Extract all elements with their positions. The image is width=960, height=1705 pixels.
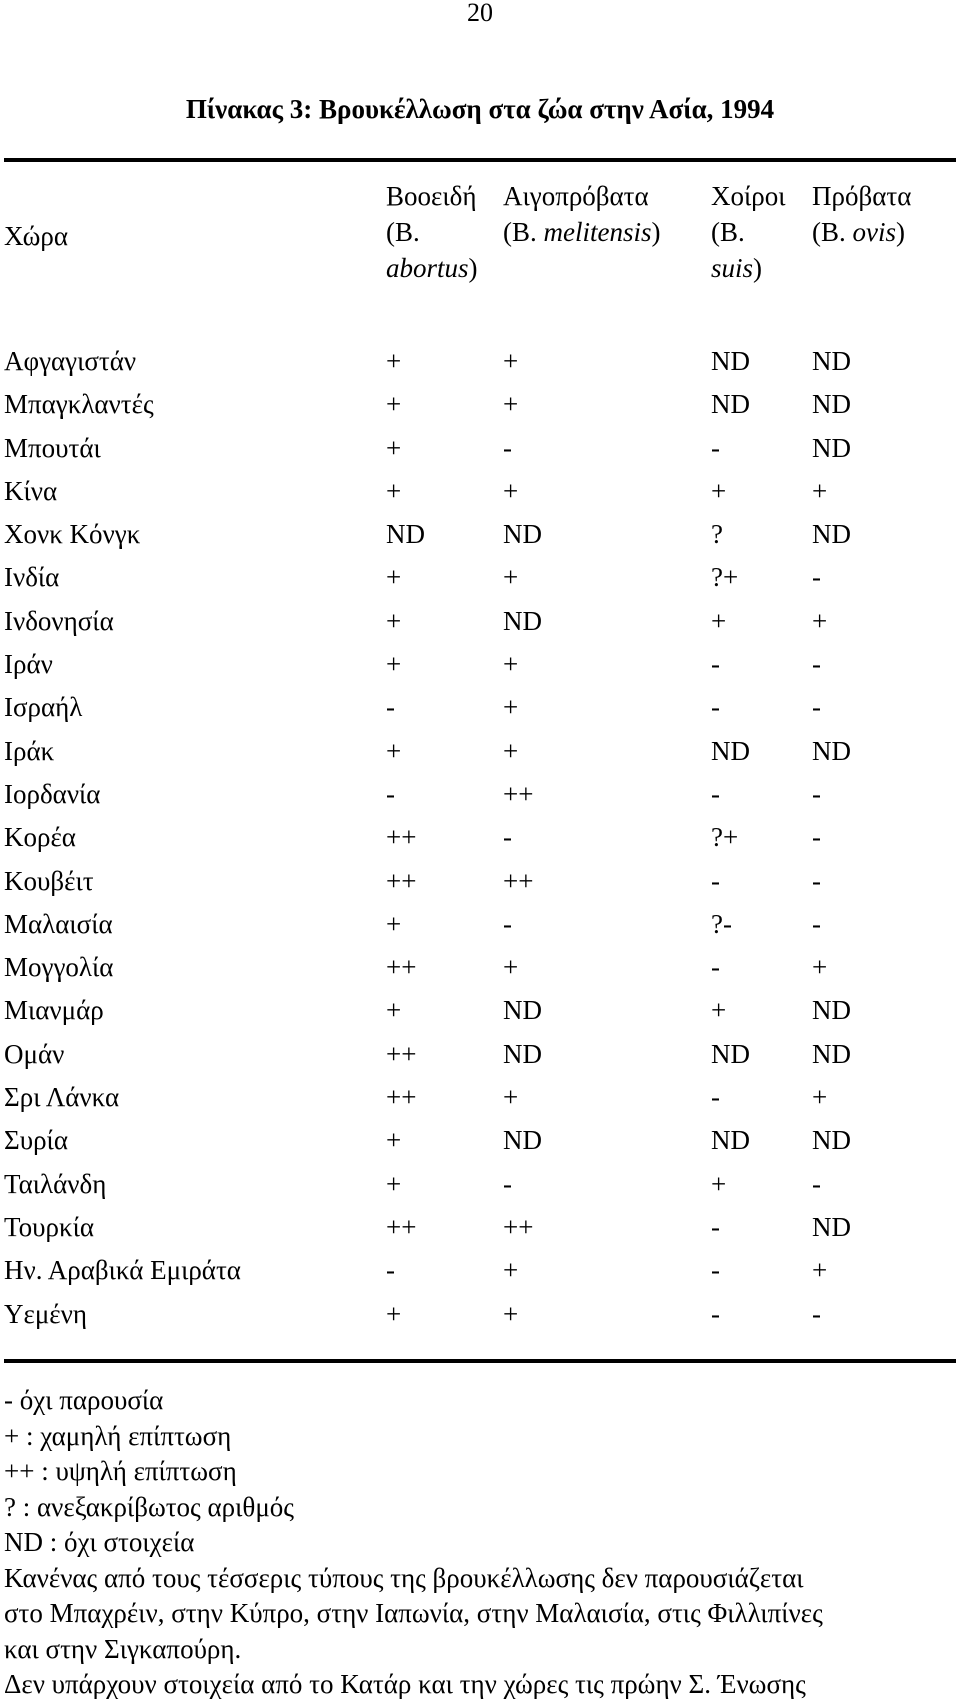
cell-sheep: - (812, 649, 821, 680)
cell-cattle: ++ (386, 1211, 417, 1242)
header-sheep-species-italic: ovis (852, 217, 896, 247)
header-goats-sheep-close: ) (651, 217, 661, 247)
table-row (0, 643, 960, 686)
cell-goats-sheep: + (503, 475, 519, 506)
cell-country: Σρι Λάνκα (4, 1082, 120, 1113)
cell-cattle: + (386, 735, 402, 766)
cell-pigs: ND (711, 389, 750, 420)
table-row (0, 903, 960, 946)
cell-sheep: - (812, 1298, 821, 1329)
cell-pigs: - (711, 865, 720, 896)
cell-sheep: - (812, 778, 821, 809)
header-goats-sheep-species (503, 214, 661, 250)
header-pigs-genus: (B. (711, 217, 745, 247)
cell-goats-sheep: + (503, 952, 519, 983)
cell-sheep: ND (812, 1125, 851, 1156)
cell-cattle: + (386, 908, 402, 939)
cell-pigs: - (711, 692, 720, 723)
cell-country: Τουρκία (4, 1211, 94, 1242)
cell-goats-sheep: + (503, 735, 519, 766)
cell-sheep: + (812, 475, 828, 506)
cell-goats-sheep: + (503, 389, 519, 420)
cell-country: Μογγολία (4, 952, 114, 983)
note-line: ND : όχι στοιχεία (4, 1527, 195, 1557)
table-row (0, 946, 960, 989)
cell-goats-sheep: - (503, 1168, 512, 1199)
cell-country: Συρία (4, 1125, 68, 1156)
cell-pigs: - (711, 649, 720, 680)
table-row (0, 686, 960, 729)
header-pigs (711, 178, 786, 286)
cell-goats-sheep: - (503, 822, 512, 853)
cell-pigs: ? (711, 519, 723, 550)
cell-pigs: ?- (711, 908, 732, 939)
header-sheep-close: ) (896, 217, 905, 247)
cell-pigs: + (711, 1168, 727, 1199)
cell-pigs: - (711, 1298, 720, 1329)
table-header (0, 178, 960, 298)
cell-country: Ην. Αραβικά Εμιράτα (4, 1255, 241, 1286)
header-country (4, 218, 68, 254)
cell-pigs: ND (711, 1038, 750, 1069)
cell-goats-sheep: ++ (503, 778, 534, 809)
cell-sheep: + (812, 1082, 828, 1113)
cell-goats-sheep: ++ (503, 1211, 534, 1242)
cell-goats-sheep: ND (503, 1125, 542, 1156)
cell-goats-sheep: + (503, 649, 519, 680)
header-cattle (386, 178, 478, 286)
note-line: και στην Σιγκαπούρη. (4, 1633, 242, 1664)
cell-goats-sheep: ++ (503, 865, 534, 896)
cell-country: Μπουτάι (4, 432, 101, 463)
cell-pigs: + (711, 475, 727, 506)
header-country-label: Χώρα (4, 221, 69, 251)
cell-country: Ιράκ (4, 735, 55, 766)
cell-cattle: ND (386, 519, 425, 550)
cell-cattle: - (386, 1255, 395, 1286)
note-line: + : χαμηλή επίπτωση (4, 1420, 232, 1451)
cell-sheep: + (812, 952, 828, 983)
cell-pigs: ND (711, 1125, 750, 1156)
cell-goats-sheep: + (503, 346, 519, 376)
table-row (0, 1163, 960, 1206)
table-row (0, 1293, 960, 1336)
cell-pigs: + (711, 605, 727, 636)
header-sheep-genus: (B. (812, 217, 853, 247)
cell-cattle: + (386, 389, 402, 420)
table-row (0, 1206, 960, 1249)
cell-country: Κίνα (4, 475, 58, 506)
cell-cattle: ++ (386, 952, 417, 983)
header-pigs-name: Χοίροι (711, 181, 786, 211)
cell-sheep: ND (812, 1211, 851, 1242)
cell-goats-sheep: + (503, 562, 519, 593)
cell-country: Υεμένη (4, 1298, 87, 1329)
cell-pigs: + (711, 995, 727, 1026)
cell-cattle: ++ (386, 1038, 417, 1069)
cell-sheep: ND (812, 995, 851, 1026)
note-line: Δεν υπάρχουν στοιχεία από το Κατάρ και την χώρες τις πρώην Σ. Ένωσης (4, 1669, 806, 1699)
cell-cattle: ++ (386, 1082, 417, 1113)
cell-cattle: + (386, 562, 402, 593)
table-row (0, 340, 960, 383)
header-goats-sheep-name: Αιγοπρόβατα (503, 181, 649, 211)
cell-goats-sheep: + (503, 692, 519, 723)
header-cattle-name: Βοοειδή (386, 181, 477, 211)
cell-cattle: ++ (386, 822, 417, 853)
cell-sheep: ND (812, 389, 851, 420)
cell-country: Κορέα (4, 822, 76, 853)
table-row (0, 1119, 960, 1162)
cell-goats-sheep: ND (503, 519, 542, 550)
cell-pigs: ND (711, 735, 750, 766)
table-row (0, 730, 960, 773)
cell-pigs: - (711, 1211, 720, 1242)
note-line: Κανένας από τους τέσσερις τύπους της βρουκέλλωσης δεν παρουσιάζεται (4, 1562, 804, 1593)
cell-cattle: + (386, 649, 402, 680)
table-top-rule (4, 158, 956, 162)
header-pigs-species-italic: suis (711, 253, 754, 283)
table-row (0, 1249, 960, 1292)
note-line: - όχι παρουσία (4, 1385, 164, 1415)
table-row (0, 556, 960, 599)
cell-country: Ταιλάνδη (4, 1168, 107, 1199)
cell-country: Ιράν (4, 649, 53, 680)
table-row (0, 773, 960, 816)
table-row (0, 470, 960, 513)
cell-goats-sheep: ND (503, 995, 542, 1026)
cell-cattle: + (386, 475, 402, 506)
cell-cattle: + (386, 1125, 402, 1156)
header-sheep-species (812, 214, 911, 250)
header-cattle-species-italic: abortus (386, 253, 469, 283)
header-goats-sheep-genus: (B. (503, 217, 544, 247)
cell-sheep: ND (812, 1038, 851, 1069)
cell-sheep: - (812, 865, 821, 896)
cell-sheep: ND (812, 346, 851, 376)
cell-sheep: - (812, 562, 821, 593)
cell-cattle: - (386, 778, 395, 809)
note-line: ? : ανεξακρίβωτος αριθμός (4, 1491, 294, 1522)
cell-country: Μιανμάρ (4, 995, 104, 1026)
cell-goats-sheep: ND (503, 605, 542, 636)
cell-cattle: + (386, 1168, 402, 1199)
cell-goats-sheep: - (503, 908, 512, 939)
header-pigs-species (711, 250, 786, 286)
table-row (0, 1076, 960, 1119)
cell-country: Ισραήλ (4, 692, 83, 723)
table-row (0, 1033, 960, 1076)
note-line: ++ : υψηλή επίπτωση (4, 1456, 237, 1486)
cell-goats-sheep: ND (503, 1038, 542, 1069)
cell-pigs: ND (711, 346, 750, 376)
cell-sheep: + (812, 1255, 828, 1286)
table-row (0, 816, 960, 859)
header-cattle-species (386, 250, 478, 286)
cell-country: Ιορδανία (4, 778, 101, 809)
table-row (0, 427, 960, 470)
table-body (0, 340, 960, 1336)
header-cattle-species-close: ) (468, 253, 478, 283)
cell-cattle: + (386, 346, 402, 376)
header-sheep (812, 178, 911, 250)
table-bottom-rule (4, 1359, 956, 1363)
cell-sheep: + (812, 605, 828, 636)
header-cattle-genus: (B. (386, 217, 420, 247)
cell-cattle: - (386, 692, 395, 723)
cell-sheep: - (812, 908, 821, 939)
header-sheep-name: Πρόβατα (812, 181, 912, 211)
table-row (0, 513, 960, 556)
cell-pigs: - (711, 1082, 720, 1113)
header-pigs-close: ) (753, 253, 763, 283)
cell-country: Κουβέιτ (4, 865, 94, 896)
cell-sheep: ND (812, 519, 851, 550)
cell-country: Μπαγκλαντές (4, 389, 154, 420)
cell-sheep: - (812, 692, 821, 723)
cell-sheep: - (812, 1168, 821, 1199)
table-row (0, 860, 960, 903)
cell-cattle: ++ (386, 865, 417, 896)
cell-goats-sheep: + (503, 1298, 519, 1329)
cell-cattle: + (386, 605, 402, 636)
header-goats-sheep (503, 178, 661, 250)
cell-country: Χονκ Κόνγκ (4, 519, 141, 550)
table-row (0, 989, 960, 1032)
table-row (0, 600, 960, 643)
cell-sheep: ND (812, 735, 851, 766)
cell-country: Ινδονησία (4, 605, 114, 636)
cell-country: Μαλαισία (4, 908, 113, 939)
cell-cattle: + (386, 995, 402, 1026)
note-line: στο Μπαχρέιν, στην Κύπρο, στην Ιαπωνία, στην Μαλαισία, στις Φιλλιπίνες (4, 1598, 823, 1628)
table-row (0, 383, 960, 426)
cell-sheep: - (812, 822, 821, 853)
cell-country: Αφγαγιστάν (4, 346, 137, 376)
cell-goats-sheep: + (503, 1082, 519, 1113)
page-number: 20 (467, 0, 493, 27)
cell-goats-sheep: + (503, 1255, 519, 1286)
cell-goats-sheep: - (503, 432, 512, 463)
cell-pigs: - (711, 778, 720, 809)
cell-cattle: + (386, 432, 402, 463)
header-goats-sheep-species-italic: melitensis (543, 217, 652, 247)
table-notes (4, 1383, 956, 1703)
cell-pigs: - (711, 1255, 720, 1286)
cell-pigs: ?+ (711, 562, 739, 593)
cell-cattle: + (386, 1298, 402, 1329)
cell-pigs: ?+ (711, 822, 739, 853)
cell-country: Ομάν (4, 1038, 65, 1069)
cell-sheep: ND (812, 432, 851, 463)
table-title: Πίνακας 3: Βρουκέλλωση στα ζώα στην Ασία, 1994 (185, 94, 775, 124)
cell-country: Ινδία (4, 562, 60, 593)
cell-pigs: - (711, 952, 720, 983)
cell-pigs: - (711, 432, 720, 463)
